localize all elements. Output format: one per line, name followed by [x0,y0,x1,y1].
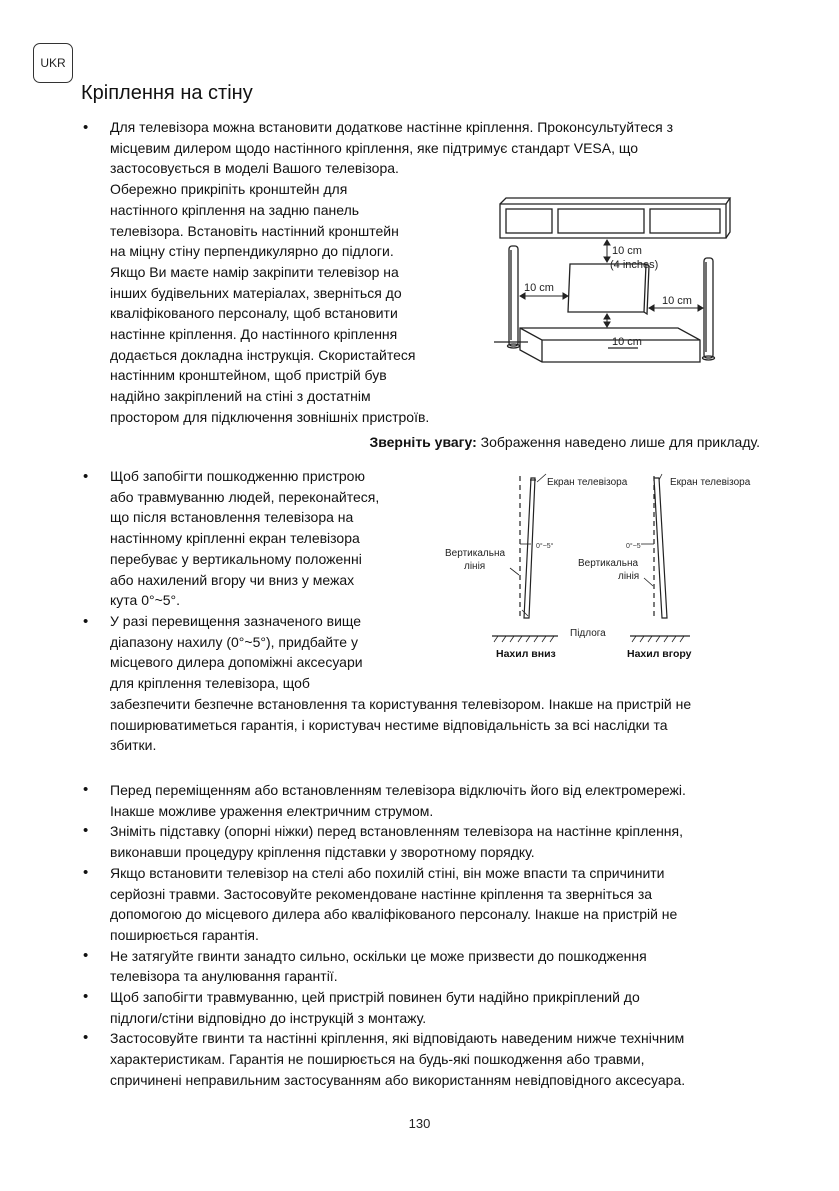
text-line: простором для підключення зовнішніх пристроїв. [110,408,430,425]
list-item [83,821,773,862]
note-label: Зверніть увагу: [369,434,477,450]
text-line: У разі перевищення зазначеного вище [110,613,362,629]
text-line: Застосовуйте гвинти та настінні кріплення, які відповідають наведеним нижче технічним [110,1030,685,1047]
text-line: допомогою до місцевого дилера або кваліфікованого персоналу. Інакше на пристрій не [110,906,678,923]
text-line: Не затягуйте гвинти занадто сильно, оскільки це може призвести до пошкодження [110,947,647,964]
text-line: діапазону нахилу (0°~5°), придбайте у [110,633,358,650]
text-line: Щоб запобігти травмуванню, цей пристрій повинен бути надійно прикріплений до [110,989,640,1006]
list-item [83,863,773,946]
text-line: Якщо Ви маєте намір закріпити телевізор на [110,263,399,280]
bullet-marker: • [83,613,89,630]
text-line: кваліфікованого персоналу, щоб встановити [110,305,398,322]
screen-label-right: Екран телевізора [670,477,751,488]
bullet-marker: • [83,1029,89,1047]
page-title: Кріплення на стіну [81,82,253,104]
text-line: інших будівельних матеріалах, зверніться до [110,284,402,301]
text-line: серйозні травми. Застосовуйте рекомендоване настінне кріплення та зверніться за [110,885,653,902]
tilt-bullet-text [110,466,379,611]
note-text: Зображення наведено лише для прикладу. [476,434,760,450]
tilt-angle-diagram [440,468,765,668]
text-line: або травмуванню людей, переконайтеся, [110,488,380,505]
text-line: поширюватиметься гарантія, і користувач нестиме відповідальність за всі наслідки та [110,716,668,733]
vertical-line-label-right: Вертикальна [578,558,639,569]
bullet-marker: • [83,822,89,840]
text-line: Для телевізора можна встановити додаткове настінне кріплення. Проконсультуйтеся з [110,119,674,135]
text-line: надійно закріплений на стіні з достатнім [110,388,371,405]
text-line: Зніміть підставку (опорні ніжки) перед встановленням телевізора на настінне кріплення, [110,823,684,840]
bullet-marker: • [83,781,89,798]
text-line: настінним кронштейном, щоб пристрій був [110,367,387,384]
text-line: місцевого дилера допоміжні аксесуари [110,654,363,671]
text-line: характеристикам. Гарантія не поширюється на будь-які пошкодження або травми, [110,1051,645,1068]
wall-mount-clearance-diagram [488,190,733,380]
text-line: Інакше можливе ураження електричним струмом. [110,802,434,819]
text-line: що після встановлення телевізора на [110,509,354,526]
angle-label-left: 0°~5° [536,543,554,550]
language-badge: UKR [33,43,73,83]
text-line: місцевим дилером щодо настінного кріплення, яке підтримує стандарт VESA, що [110,139,639,156]
text-line: телевізора та анулювання гарантії. [110,968,338,985]
text-line: забезпечити безпечне встановлення та користування телевізором. Інакше на пристрій не [110,695,692,712]
list-item [83,1028,773,1090]
text-line: Щоб запобігти пошкодженню пристрою [110,468,365,484]
text-line: спричинені неправильним застосуванням або використанням невідповідного аксесуара. [110,1071,686,1088]
text-line: додається докладна інструкція. Скористайтеся [110,346,416,363]
left-clearance-label: 10 cm [524,282,554,294]
bullet-marker: • [83,988,89,1006]
text-line: настінне кріплення. До настінного кріплення [110,326,398,343]
list-item [83,780,773,821]
top-clearance-inches-label: (4 inches) [610,259,659,271]
text-line: або нахилений вгору чи вниз у межах [110,571,355,588]
text-line: телевізора. Встановіть настінний кронштейн [110,222,399,239]
text-line: настінному кріпленні екран телевізора [110,530,360,547]
bullet-marker: • [83,119,89,136]
text-line: для кріплення телевізора, щоб [110,675,310,692]
vertical-line-label-right-2: лінія [618,571,640,582]
text-line: поширюється гарантія. [110,926,259,943]
list-item [83,946,773,987]
page-number: 130 [408,1116,431,1131]
text-line: застосовується в моделі Вашого телевізора. [110,160,399,177]
vertical-line-label-left: Вертикальна [445,548,506,559]
text-line: виконавши процедуру кріплення підставки у зворотному порядку. [110,844,535,861]
bullet-marker: • [83,946,89,964]
top-clearance-label: 10 cm [612,245,642,257]
text-line: Перед переміщенням або встановленням телевізора відключіть його від електромережі. [110,782,686,798]
text-line: Обережно прикріпіть кронштейн для [110,181,348,198]
safety-bullet-list [83,780,773,1091]
angle-label-right: 0°~5° [626,543,644,550]
text-line: перебуває у вертикальному положенні [110,550,362,567]
text-line: на міцну стіну перпендикулярно до підлоги. [110,243,394,260]
text-line: кута 0°~5°. [110,592,181,609]
text-line: підлоги/стіни відповідно до інструкцій з монтажу. [110,1009,427,1026]
vertical-line-label-left-2: лінія [464,561,486,572]
text-line: збитки. [110,737,157,754]
note [369,434,760,450]
screen-label-left: Екран телевізора [547,477,628,488]
bottom-clearance-label: 10 cm [612,336,642,348]
tilt-down-label: Нахил вниз [496,648,556,660]
text-line: Якщо встановити телевізор на стелі або похилій стіні, він може впасти та спричинити [110,864,665,881]
text-line: настінного кріплення на задню панель [110,201,360,218]
tilt-up-label: Нахил вгору [627,648,692,660]
list-item [83,987,773,1028]
bullet-marker: • [83,863,89,881]
bullet-marker: • [83,468,89,485]
right-clearance-label: 10 cm [662,295,692,307]
floor-label: Підлога [570,628,606,639]
